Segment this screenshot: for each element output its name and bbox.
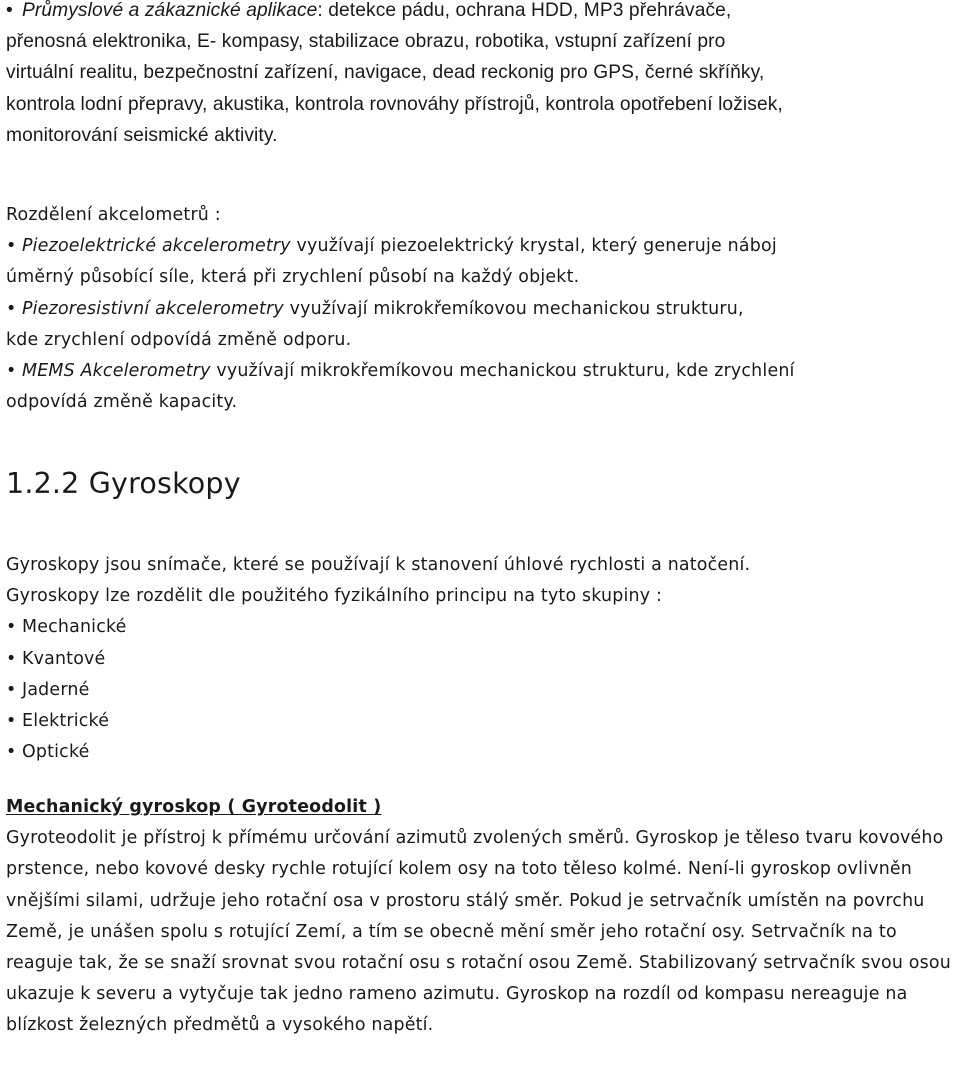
bullet-marker: •: [6, 236, 17, 257]
bullet-marker: •: [6, 361, 17, 382]
gyro-group-item: [6, 737, 958, 768]
mech-gyro-title: Mechanický gyroskop ( Gyroteodolit ): [6, 797, 382, 817]
bullet-marker: •: [6, 742, 17, 763]
bullet-marker: •: [6, 648, 17, 669]
gyro-line-1: Gyroskopy jsou snímače, které se používají k stanovení úhlové rychlosti a natočení.: [6, 555, 751, 575]
gyro-group-item: [6, 612, 958, 643]
gyro-group-label: Mechanické: [22, 617, 127, 638]
gyro-line-2: Gyroskopy lze rozdělit dle použitého fyzikálního principu na tyto skupiny :: [6, 586, 663, 607]
section-heading: 1.2.2 Gyroskopy: [6, 467, 241, 500]
accel-item-piezoresistive: [6, 294, 776, 356]
gyro-group-label: Jaderné: [22, 679, 90, 700]
accel-item-text: využívají mikrokřemíkovou mechanickou strukturu, kde zrychlení odpovídá změně odporu.: [6, 298, 744, 350]
applications-text: : detekce pádu, ochrana HDD, MP3 přehrávače, přenosná elektronika, E- kompasy, stabilizace obrazu, robotika, vstupní zařízení pro virtuální realitu, bezpečnostní zařízení, navigace, dead reckonig pro GPS, černé skříňky, kontrola lodní přepravy, akustika, kontrola rovnováhy přístrojů, kontrola opotřebení ložisek, monitorování seismické aktivity.: [6, 0, 783, 146]
accel-section: [6, 200, 836, 418]
accel-item-label: Piezoresistivní akcelerometry: [22, 298, 284, 319]
gyro-group-item: [6, 706, 958, 737]
gyro-group-item: [6, 644, 958, 675]
gyro-group-label: Kvantové: [22, 648, 106, 669]
bullet-marker: •: [6, 679, 17, 700]
gyro-group-label: Optické: [22, 742, 90, 763]
accel-item-text: využívají piezoelektrický krystal, který generuje náboj úměrný působící síle, která při zrychlení působí na každý objekt.: [6, 236, 777, 288]
accel-section-title: Rozdělení akcelometrů :: [6, 205, 221, 225]
accel-item-label: MEMS Akcelerometry: [22, 361, 211, 382]
mech-gyro-body: Gyroteodolit je přístroj k přímému určování azimutů zvolených směrů. Gyroskop je těleso tvaru kovového prstence, nebo kovové desky rychle rotující kolem osy na toto těleso kolmé. Není-li gyroskop ovlivněn vnějšími silami, udržuje jeho rotační osa v prostoru stálý směr. Pokud je setrvačník umístěn na povrchu Země, je unášen spolu s rotující Zemí, a tím se obecně mění směr jeho rotační osy. Setrvačník na to reaguje tak, že se snaží srovnat svou rotační osu s rotační osou Země. Stabilizovaný setrvačník svou osou ukazuje k severu a vytyčuje tak jedno rameno azimutu. Gyroskop na rozdíl od kompasu nereaguje na blízkost železných předmětů a vysokého napětí.: [6, 828, 951, 1036]
gyro-section: [6, 550, 958, 768]
bullet-marker: •: [6, 0, 13, 21]
bullet-marker: •: [6, 711, 17, 732]
accel-item-piezoelectric: [6, 231, 836, 293]
applications-bullet: [6, 0, 796, 151]
mech-gyro-section: [6, 792, 960, 1042]
bullet-marker: •: [6, 617, 17, 638]
applications-lead: Průmyslové a zákaznické aplikace: [22, 0, 318, 21]
accel-item-mems: [6, 356, 836, 418]
bullet-marker: •: [6, 298, 17, 319]
gyro-group-label: Elektrické: [22, 711, 110, 732]
accel-item-text: využívají mikrokřemíkovou mechanickou strukturu, kde zrychlení odpovídá změně kapacity.: [6, 361, 795, 413]
accel-item-label: Piezoelektrické akcelerometry: [22, 236, 291, 257]
gyro-group-item: [6, 675, 958, 706]
